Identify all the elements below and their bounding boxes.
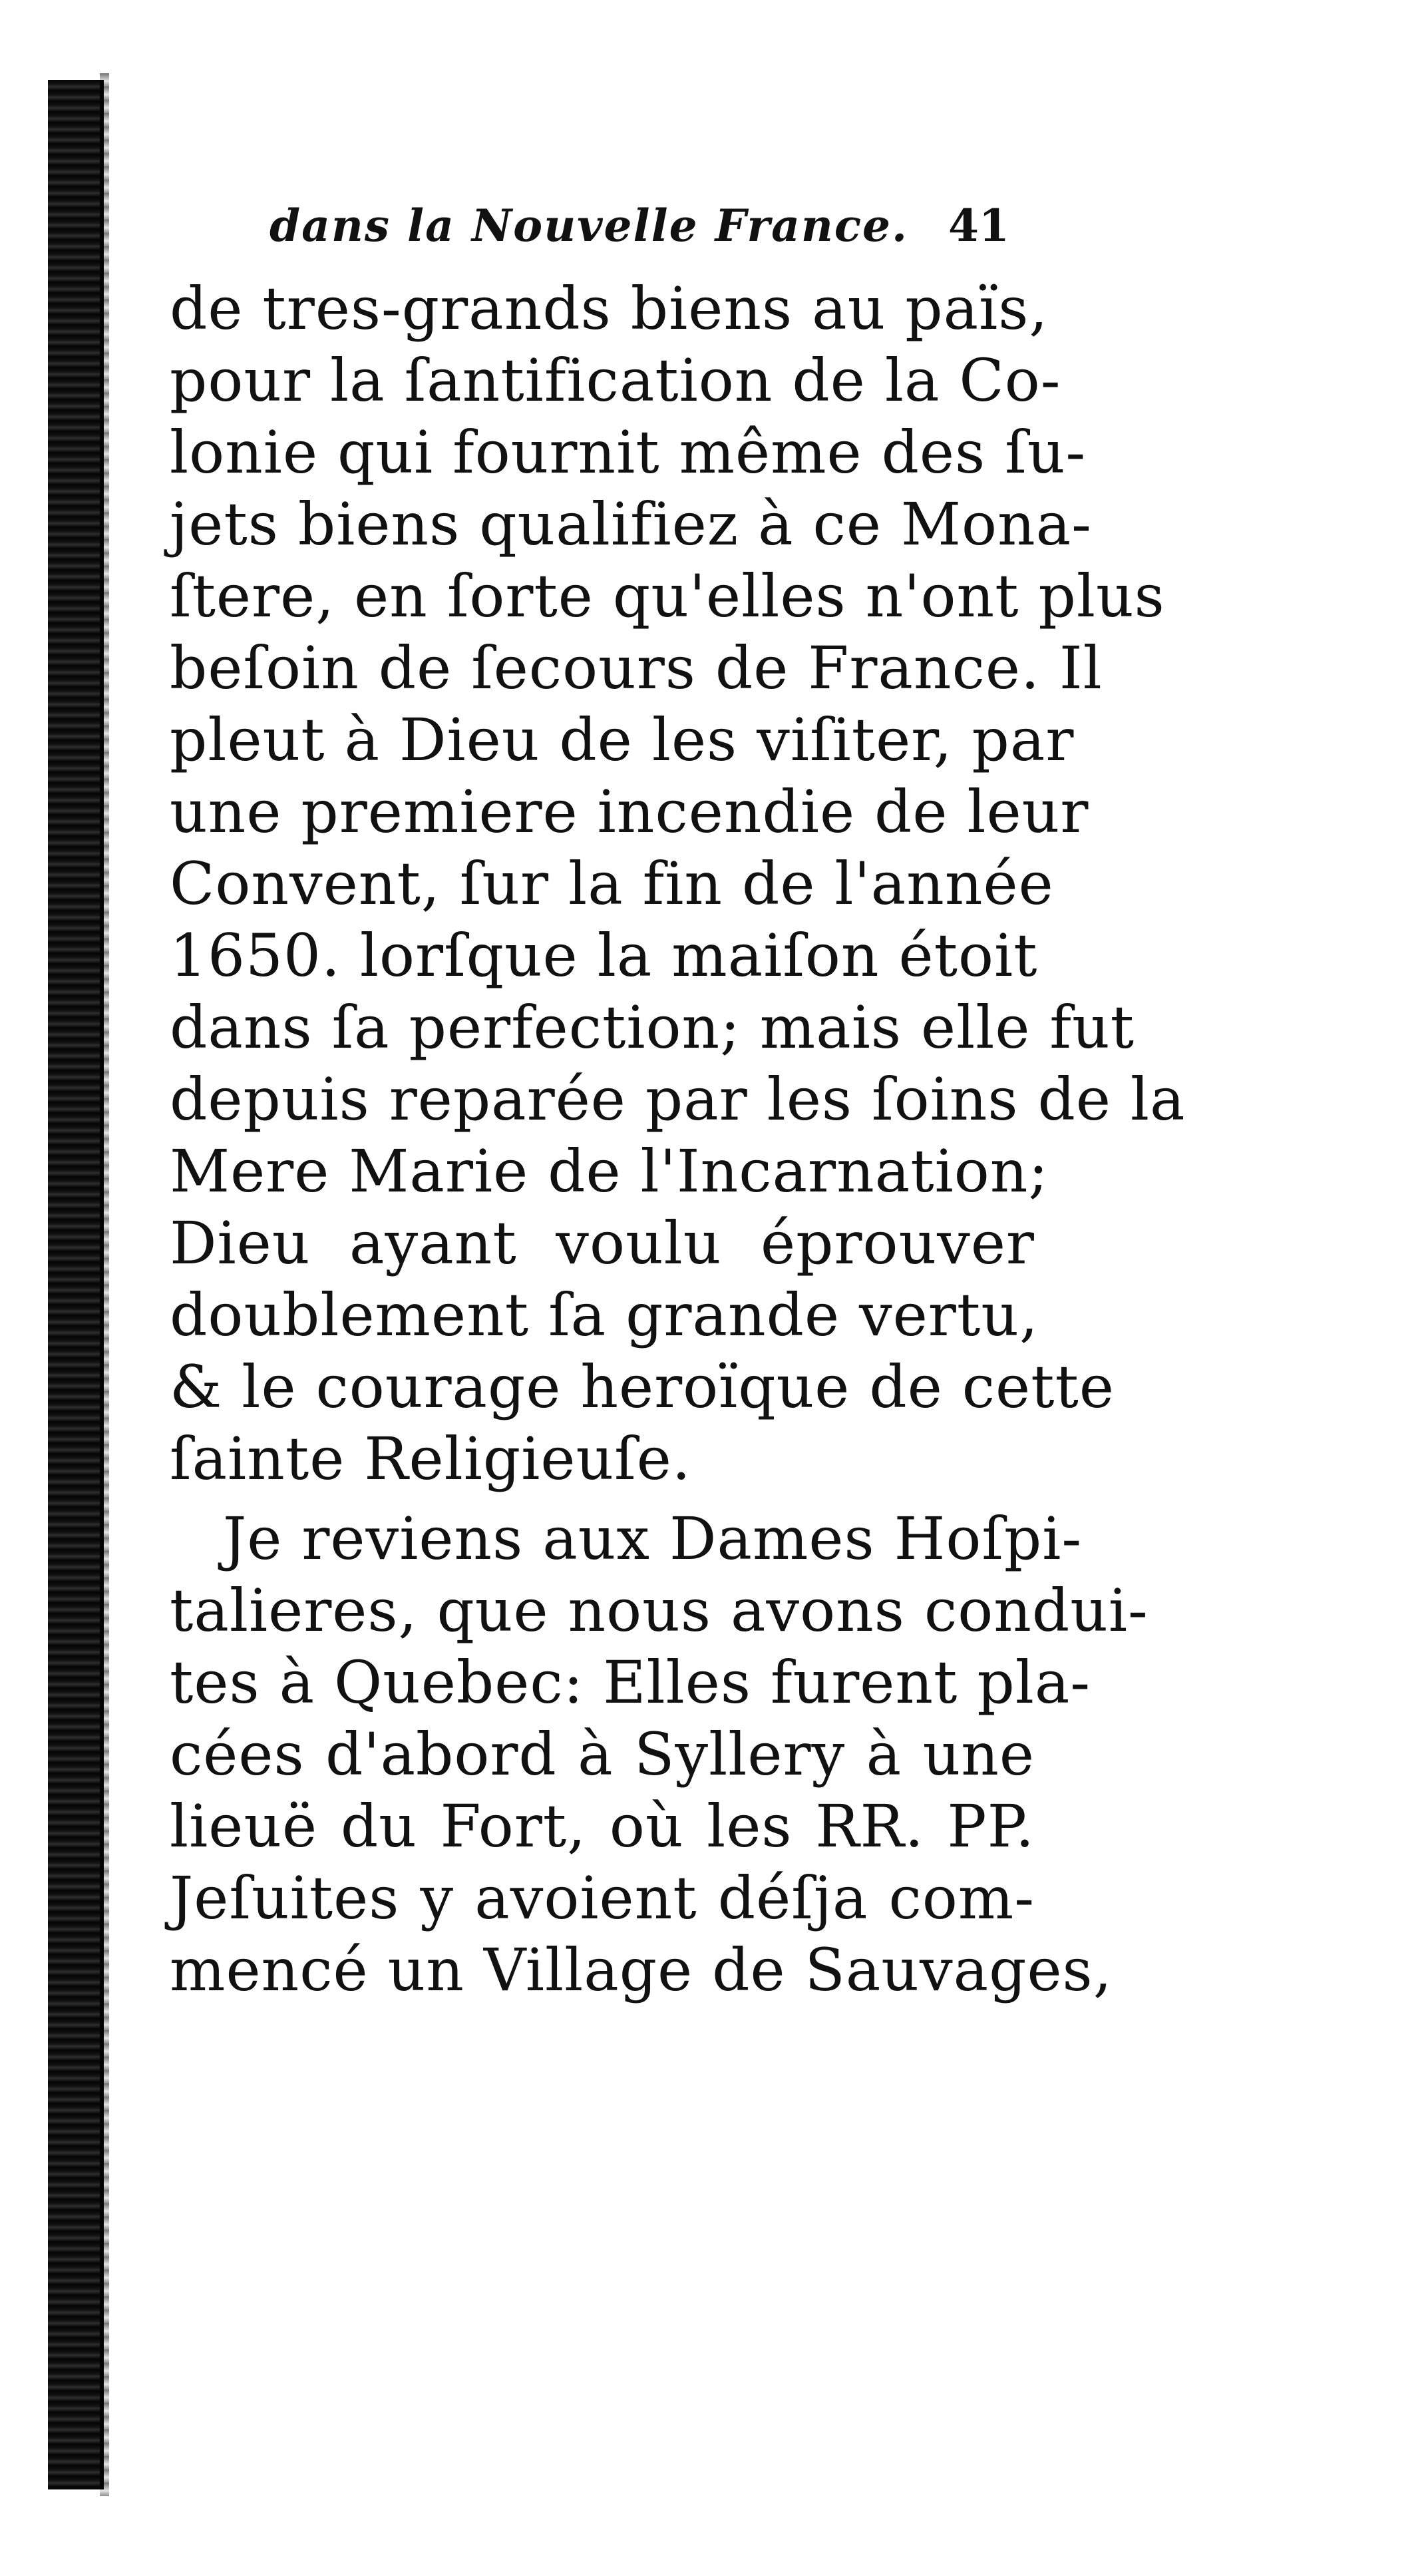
text-line: de tres-grands biens au païs,: [170, 274, 1049, 343]
text-line: Convent, ſur la fin de l'année: [170, 849, 1054, 918]
text-line: une premiere incendie de leur: [170, 777, 1089, 846]
text-line: lonie qui fournit même des ſu-: [170, 418, 1087, 487]
text-line: cées d'abord à Syllery à une: [170, 1720, 1035, 1789]
page-gutter-shadow: [48, 80, 104, 2489]
text-line: beſoin de ſecours de France. Il: [170, 634, 1103, 702]
paragraph-2: [170, 1503, 1149, 2006]
text-line: mencé un Village de Sauvages,: [170, 1936, 1113, 2004]
text-line: 1650. lorſque la maiſon étoit: [170, 921, 1038, 990]
text-line: doublement ſa grande vertu,: [170, 1281, 1039, 1349]
text-line: Jeſuites y avoient déſja com-: [170, 1864, 1035, 1932]
page-gutter-edge: [100, 73, 109, 2496]
running-header: [170, 200, 1088, 273]
text-line: Je reviens aux Dames Hoſpi-: [223, 1504, 1083, 1573]
text-line: jets biens qualifiez à ce Mona-: [170, 490, 1092, 558]
page-number: 41: [948, 200, 1009, 252]
text-line: dans ſa perfection; mais elle fut: [170, 993, 1135, 1062]
text-line: Dieu ayant voulu éprouver: [170, 1209, 1035, 1277]
text-line: & le courage heroïque de cette: [170, 1353, 1115, 1421]
text-line: Mere Marie de l'Incarnation;: [170, 1137, 1049, 1205]
text-line: ſtere, en ſorte qu'elles n'ont plus: [170, 562, 1165, 630]
text-line: talieres, que nous avons condui-: [170, 1576, 1149, 1645]
running-title: dans la Nouvelle France.: [269, 200, 909, 252]
text-line: lieuë du Fort, où les RR. PP.: [170, 1792, 1035, 1860]
text-line: ſainte Religieuſe.: [170, 1424, 691, 1493]
text-line: pour la ſantification de la Co-: [170, 346, 1061, 415]
text-line: tes à Quebec: Elles furent pla-: [170, 1648, 1091, 1717]
text-line: depuis reparée par les ſoins de la: [170, 1065, 1186, 1134]
paragraph-1: [170, 273, 1186, 1495]
text-line: pleut à Dieu de les viſiter, par: [170, 706, 1075, 774]
book-page: [170, 200, 1186, 2006]
